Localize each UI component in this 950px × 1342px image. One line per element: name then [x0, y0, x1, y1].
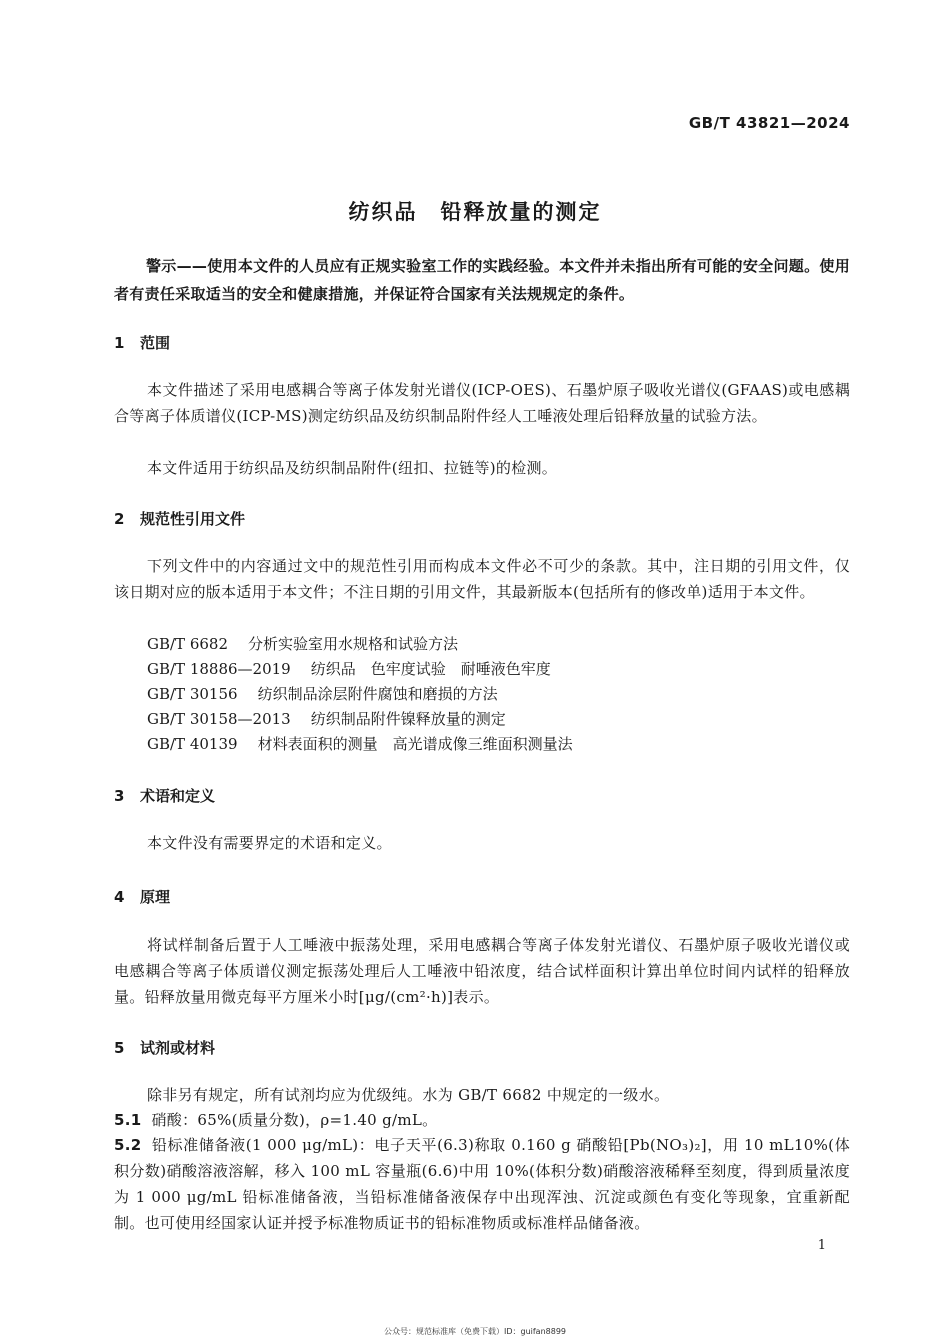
- clause-5-1: [114, 1107, 850, 1133]
- reference-code: GB/T 6682: [147, 635, 229, 653]
- scope-paragraph-2: 本文件适用于纺织品及纺织制品附件(纽扣、拉链等)的检测。: [147, 459, 558, 477]
- section-number: 1: [114, 334, 125, 352]
- reference-code: GB/T 30156: [147, 685, 238, 703]
- safety-warning: 警示——使用本文件的人员应有正规实验室工作的实践经验。本文件并未指出所有可能的安全问题。使用者有责任采取适当的安全和健康措施，并保证符合国家有关法规规定的条件。: [114, 257, 850, 303]
- reference-item: [147, 708, 506, 729]
- reference-code: GB/T 30158—2013: [147, 710, 291, 728]
- clause-number: 5.1: [114, 1111, 142, 1129]
- reference-title: 纺织制品涂层附件腐蚀和磨损的方法: [257, 685, 498, 703]
- page-number: 1: [817, 1238, 826, 1253]
- standard-code: GB/T 43821—2024: [688, 114, 850, 132]
- reference-code: GB/T 40139: [147, 735, 238, 753]
- section-number: 2: [114, 510, 125, 528]
- reagents-intro: 除非另有规定，所有试剂均应为优级纯。水为 GB/T 6682 中规定的一级水。: [147, 1086, 670, 1104]
- section-title: 规范性引用文件: [140, 510, 246, 528]
- section-number: 3: [114, 787, 125, 805]
- clause-text: 硝酸：65%(质量分数)，ρ=1.40 g/mL。: [151, 1111, 438, 1129]
- reference-item: [147, 733, 573, 754]
- terms-paragraph: 本文件没有需要界定的术语和定义。: [147, 834, 392, 852]
- reference-item: [147, 658, 551, 679]
- section-2-heading: [114, 508, 245, 529]
- section-1-heading: [114, 332, 170, 353]
- section-4-heading: [114, 886, 170, 907]
- section-title: 试剂或材料: [140, 1039, 216, 1057]
- reference-title: 纺织制品附件镍释放量的测定: [310, 710, 506, 728]
- section-number: 5: [114, 1039, 125, 1057]
- reference-title: 材料表面积的测量 高光谱成像三维面积测量法: [257, 735, 573, 753]
- section-title: 范围: [140, 334, 171, 352]
- section-5-heading: [114, 1037, 215, 1058]
- reference-code: GB/T 18886—2019: [147, 660, 291, 678]
- clause-5-2: [114, 1132, 850, 1236]
- section-number: 4: [114, 888, 125, 906]
- section-title: 术语和定义: [140, 787, 216, 805]
- reference-item: [147, 633, 458, 654]
- clause-number: 5.2: [114, 1136, 142, 1154]
- section-3-heading: [114, 785, 215, 806]
- document-title: 纺织品 铅释放量的测定: [348, 200, 602, 224]
- section-title: 原理: [140, 888, 171, 906]
- reference-title: 纺织品 色牢度试验 耐唾液色牢度: [310, 660, 551, 678]
- footer-watermark-text: 公众号：规范标准库（免费下载）ID：guifan8899: [383, 1327, 567, 1336]
- reference-title: 分析实验室用水规格和试验方法: [248, 635, 459, 653]
- reference-item: [147, 683, 498, 704]
- normative-references-intro: 下列文件中的内容通过文中的规范性引用而构成本文件必不可少的条款。其中，注日期的引用文件，仅该日期对应的版本适用于本文件；不注日期的引用文件，其最新版本(包括所有的修改单)适用于本文件。: [114, 557, 850, 601]
- clause-text: 铅标准储备液(1 000 μg/mL)：电子天平(6.3)称取 0.160 g 硝酸铅[Pb(NO₃)₂]，用 10 mL10%(体积分数)硝酸溶液溶解，移入 100 mL 容量瓶(6.6)中用 10%(体积分数)硝酸溶液稀释至刻度，得到质量浓度为 1 000 μg/mL 铅标准储备液，当铅标准储备液保存中出现浑浊、沉淀或颜色有变化等现象，宜重新配制。也可使用经国家认证并授予标准物质证书的铅标准物质或标准样品储备液。: [114, 1136, 850, 1232]
- scope-paragraph-1: 本文件描述了采用电感耦合等离子体发射光谱仪(ICP-OES)、石墨炉原子吸收光谱仪(GFAAS)或电感耦合等离子体质谱仪(ICP-MS)测定纺织品及纺织制品附件经人工唾液处理后铅释放量的试验方法。: [114, 381, 850, 425]
- principle-paragraph: 将试样制备后置于人工唾液中振荡处理，采用电感耦合等离子体发射光谱仪、石墨炉原子吸收光谱仪或电感耦合等离子体质谱仪测定振荡处理后人工唾液中铅浓度，结合试样面积计算出单位时间内试样的铅释放量。铅释放量用微克每平方厘米小时[μg/(cm²·h)]表示。: [114, 936, 850, 1006]
